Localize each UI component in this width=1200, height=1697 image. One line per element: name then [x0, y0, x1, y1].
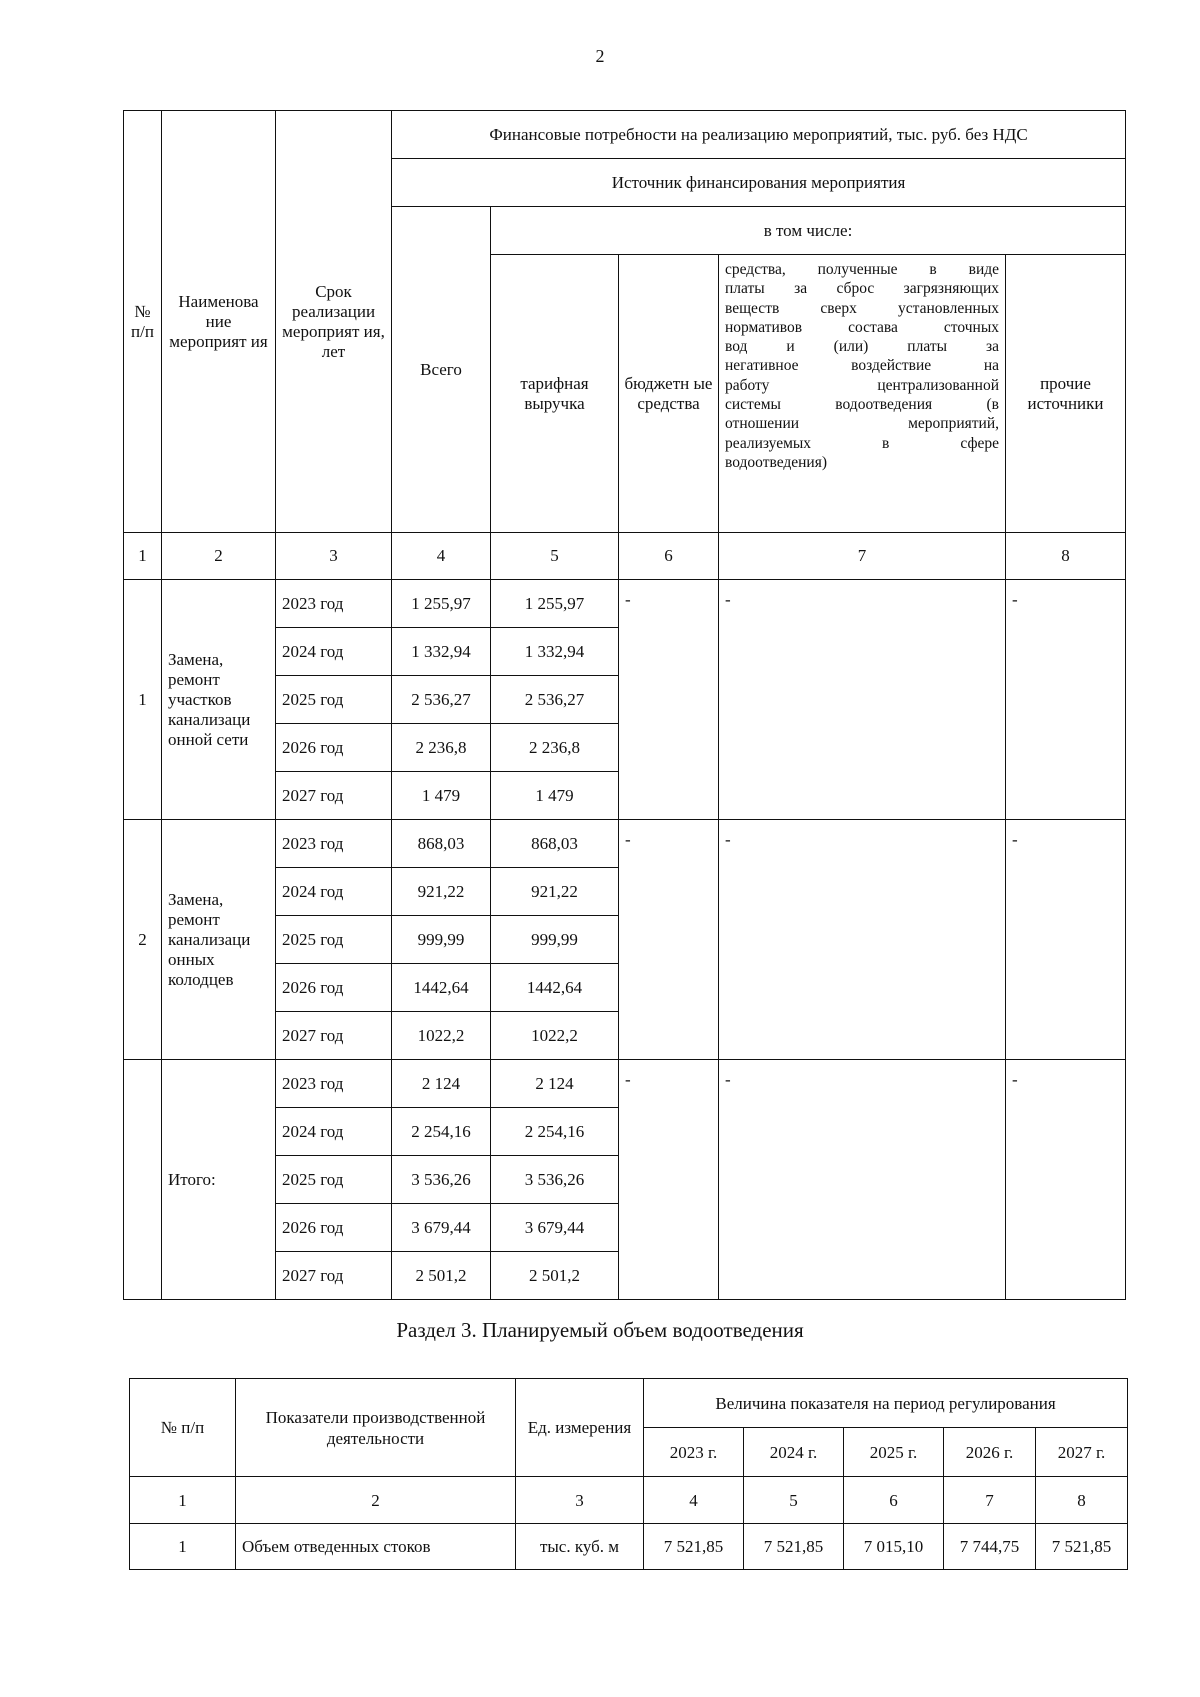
header-financial-needs: Финансовые потребности на реализацию мероприятий, тыс. руб. без НДС	[392, 111, 1126, 159]
fees-cell: -	[719, 820, 1006, 1060]
row-number: 1	[130, 1524, 236, 1570]
column-number: 6	[619, 533, 719, 580]
other-cell: -	[1006, 820, 1126, 1060]
year-cell: 2023 год	[276, 580, 392, 628]
column-number: 5	[491, 533, 619, 580]
header-tariff: тарифная выручка	[491, 255, 619, 533]
group-number: 1	[124, 580, 162, 820]
header-year: 2025 г.	[844, 1428, 944, 1477]
header-year: 2023 г.	[644, 1428, 744, 1477]
header-indicator: Показатели производственной деятельности	[236, 1379, 516, 1477]
tariff-cell: 1 479	[491, 772, 619, 820]
year-cell: 2026 год	[276, 1204, 392, 1252]
total-cell: 999,99	[392, 916, 491, 964]
header-year: 2024 г.	[744, 1428, 844, 1477]
header-year: 2026 г.	[944, 1428, 1036, 1477]
tariff-cell: 1442,64	[491, 964, 619, 1012]
column-number: 3	[276, 533, 392, 580]
header-name: Наименова ние мероприят ия	[162, 111, 276, 533]
indicator-name: Объем отведенных стоков	[236, 1524, 516, 1570]
fees-cell: -	[719, 580, 1006, 820]
header-including: в том числе:	[491, 207, 1126, 255]
year-cell: 2026 год	[276, 724, 392, 772]
year-cell: 2026 год	[276, 964, 392, 1012]
wastewater-volume-table	[129, 1378, 1128, 1570]
group-number: 2	[124, 820, 162, 1060]
unit-cell: тыс. куб. м	[516, 1524, 644, 1570]
tariff-cell: 2 501,2	[491, 1252, 619, 1300]
year-cell: 2025 год	[276, 916, 392, 964]
year-cell: 2025 год	[276, 1156, 392, 1204]
tariff-cell: 868,03	[491, 820, 619, 868]
header-source: Источник финансирования мероприятия	[392, 159, 1126, 207]
column-number: 1	[130, 1477, 236, 1524]
tariff-cell: 2 536,27	[491, 676, 619, 724]
header-value: Величина показателя на период регулирования	[644, 1379, 1128, 1428]
year-cell: 2024 год	[276, 1108, 392, 1156]
measure-name: Замена, ремонт канализаци онных колодцев	[162, 820, 276, 1060]
tariff-cell: 921,22	[491, 868, 619, 916]
tariff-cell: 999,99	[491, 916, 619, 964]
tariff-cell: 1022,2	[491, 1012, 619, 1060]
budget-cell: -	[619, 1060, 719, 1300]
tariff-cell: 1 332,94	[491, 628, 619, 676]
column-number: 4	[392, 533, 491, 580]
total-cell: 2 254,16	[392, 1108, 491, 1156]
column-number: 8	[1036, 1477, 1128, 1524]
value-cell: 7 521,85	[744, 1524, 844, 1570]
financial-needs-table	[123, 110, 1126, 1300]
year-cell: 2024 год	[276, 628, 392, 676]
tariff-cell: 3 536,26	[491, 1156, 619, 1204]
header-no: № п/п	[124, 111, 162, 533]
year-cell: 2023 год	[276, 820, 392, 868]
table-row	[124, 820, 1126, 868]
budget-cell: -	[619, 820, 719, 1060]
value-cell: 7 015,10	[844, 1524, 944, 1570]
year-cell: 2027 год	[276, 1012, 392, 1060]
header-year: 2027 г.	[1036, 1428, 1128, 1477]
total-cell: 1 255,97	[392, 580, 491, 628]
column-number: 6	[844, 1477, 944, 1524]
section-title: Раздел 3. Планируемый объем водоотведения	[396, 1318, 804, 1342]
other-cell: -	[1006, 1060, 1126, 1300]
year-cell: 2024 год	[276, 868, 392, 916]
value-cell: 7 744,75	[944, 1524, 1036, 1570]
total-cell: 1 332,94	[392, 628, 491, 676]
year-cell: 2027 год	[276, 1252, 392, 1300]
table-row	[124, 1060, 1126, 1108]
year-cell: 2025 год	[276, 676, 392, 724]
column-number: 7	[719, 533, 1006, 580]
total-cell: 2 536,27	[392, 676, 491, 724]
column-number: 3	[516, 1477, 644, 1524]
header-fees: средства, полученные в виде платы за сброс загрязняющих веществ сверх установленных нормативов состава сточных вод и (или) платы за негативное воздействие на работу централизованной системы водоотведения (в отношении мероприятий, реализуемых в сфере водоотведения)	[719, 255, 1006, 533]
header-no: № п/п	[130, 1379, 236, 1477]
column-number: 4	[644, 1477, 744, 1524]
total-cell: 868,03	[392, 820, 491, 868]
tariff-cell: 1 255,97	[491, 580, 619, 628]
tariff-cell: 2 254,16	[491, 1108, 619, 1156]
group-number	[124, 1060, 162, 1300]
total-cell: 2 501,2	[392, 1252, 491, 1300]
other-cell: -	[1006, 580, 1126, 820]
total-cell: 921,22	[392, 868, 491, 916]
column-number: 2	[236, 1477, 516, 1524]
total-cell: 3 679,44	[392, 1204, 491, 1252]
total-cell: 1022,2	[392, 1012, 491, 1060]
column-number: 1	[124, 533, 162, 580]
tariff-cell: 3 679,44	[491, 1204, 619, 1252]
header-term: Срок реализации мероприят ия, лет	[276, 111, 392, 533]
header-other: прочие источники	[1006, 255, 1126, 533]
column-number: 5	[744, 1477, 844, 1524]
table-row	[130, 1524, 1128, 1570]
year-cell: 2023 год	[276, 1060, 392, 1108]
measure-name: Замена, ремонт участков канализаци онной сети	[162, 580, 276, 820]
value-cell: 7 521,85	[1036, 1524, 1128, 1570]
header-total: Всего	[392, 207, 491, 533]
total-cell: 3 536,26	[392, 1156, 491, 1204]
total-cell: 2 124	[392, 1060, 491, 1108]
fees-cell: -	[719, 1060, 1006, 1300]
budget-cell: -	[619, 580, 719, 820]
page-number: 2	[595, 46, 605, 66]
total-label: Итого:	[162, 1060, 276, 1300]
column-number: 8	[1006, 533, 1126, 580]
total-cell: 2 236,8	[392, 724, 491, 772]
tariff-cell: 2 124	[491, 1060, 619, 1108]
tariff-cell: 2 236,8	[491, 724, 619, 772]
column-number: 2	[162, 533, 276, 580]
total-cell: 1442,64	[392, 964, 491, 1012]
column-number: 7	[944, 1477, 1036, 1524]
year-cell: 2027 год	[276, 772, 392, 820]
header-budget: бюджетн ые средства	[619, 255, 719, 533]
value-cell: 7 521,85	[644, 1524, 744, 1570]
table-row	[124, 580, 1126, 628]
header-unit: Ед. измерения	[516, 1379, 644, 1477]
total-cell: 1 479	[392, 772, 491, 820]
